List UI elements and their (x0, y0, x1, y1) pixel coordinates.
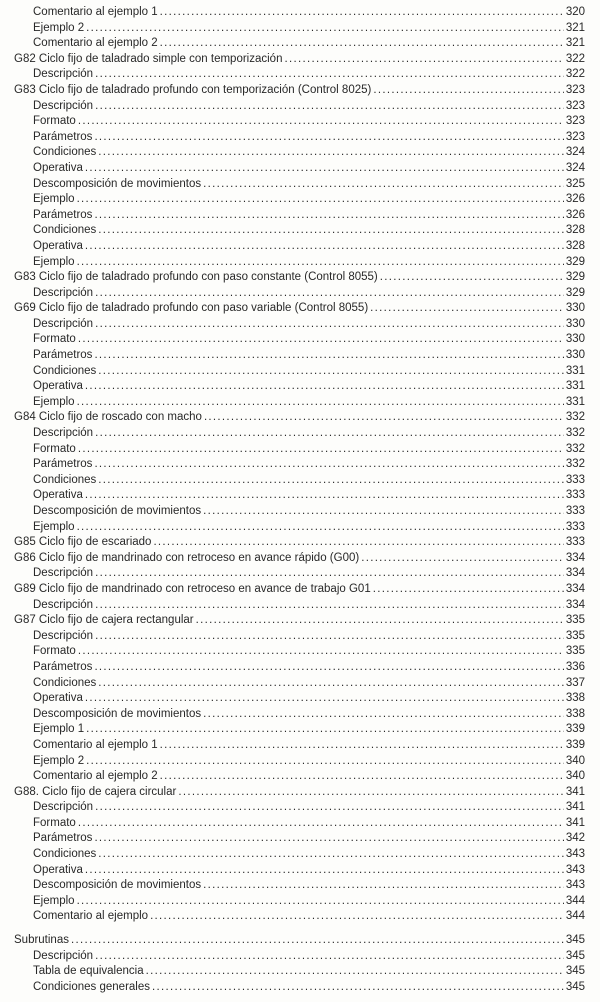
toc-entry[interactable] (14, 348, 585, 364)
dot-leader (98, 473, 564, 489)
toc-entry-page: 326 (565, 193, 585, 206)
toc-entry-label: Ejemplo (33, 894, 75, 907)
toc-entry-label: Descripción (33, 801, 94, 814)
dot-leader (98, 145, 564, 161)
toc-entry-page: 323 (565, 130, 585, 143)
dot-leader (160, 36, 564, 52)
toc-entry[interactable] (14, 691, 585, 707)
dot-leader (361, 551, 564, 567)
toc-entry-label: G84 Ciclo fijo de roscado con macho (14, 411, 202, 424)
dot-leader (95, 426, 564, 442)
dot-leader (94, 457, 564, 473)
dot-leader (203, 504, 564, 520)
toc-entry-label: Descripción (33, 598, 94, 611)
toc-entry-label: Descomposición de movimientos (33, 505, 202, 517)
toc-entry-label: Ejemplo 2 (33, 754, 85, 767)
dot-leader (203, 177, 564, 193)
toc-entry-page: 333 (565, 505, 585, 517)
toc-entry-page: 322 (565, 52, 585, 65)
dot-leader (152, 980, 564, 996)
toc-entry-page: 334 (565, 567, 585, 580)
toc-entry-page: 324 (565, 146, 585, 159)
toc-entry-page: 341 (565, 785, 585, 798)
toc-entry-label: G86 Ciclo fijo de mandrinado con retroceso en avance rápido (G00) (14, 551, 360, 564)
toc-entry-label: Condiciones (33, 146, 97, 159)
toc-entry-page: 325 (565, 177, 585, 190)
toc-entry[interactable] (14, 785, 585, 801)
dot-leader (78, 816, 564, 832)
dot-leader (94, 208, 564, 224)
dot-leader (284, 52, 564, 68)
toc-entry[interactable] (14, 161, 585, 177)
toc-entry-page: 335 (565, 629, 585, 642)
toc-entry-label: G83 Ciclo fijo de taladrado profundo con paso constante (Control 8055) (14, 271, 378, 284)
dot-leader (95, 286, 564, 302)
toc-entry-label: Descripción (33, 99, 94, 112)
toc-entry-page: 329 (565, 255, 585, 268)
toc-entry-label: Descomposición de movimientos (33, 177, 202, 190)
toc-entry-page: 333 (565, 536, 585, 549)
toc-entry-label: G89 Ciclo fijo de mandrinado con retroceso en avance de trabajo G01 (14, 582, 371, 595)
toc-entry[interactable] (14, 738, 585, 754)
toc-entry[interactable] (14, 894, 585, 910)
toc-entry-label: Descripción (33, 949, 94, 962)
toc-entry-label: Ejemplo (33, 255, 75, 268)
dot-leader (85, 379, 564, 395)
toc-entry-label: Condiciones generales (33, 980, 150, 993)
dot-leader (86, 754, 564, 770)
toc-entry[interactable] (14, 114, 585, 130)
dot-leader (196, 613, 564, 629)
dot-leader (94, 660, 564, 676)
toc-entry-label: Comentario al ejemplo 2 (33, 770, 158, 783)
toc-entry[interactable] (14, 130, 585, 146)
toc-entry-label: G88. Ciclo fijo de cajera circular (14, 785, 177, 798)
toc-entry-label: Ejemplo 2 (33, 21, 85, 34)
toc-entry-page: 321 (565, 21, 585, 34)
dot-leader (95, 598, 564, 614)
toc-entry[interactable] (14, 457, 585, 473)
toc-entry[interactable] (14, 442, 585, 458)
toc-entry-label: Operativa (33, 161, 83, 174)
dot-leader (94, 831, 564, 847)
toc-entry[interactable] (14, 582, 585, 598)
toc-entry-page: 341 (565, 801, 585, 814)
toc-entry[interactable] (14, 36, 585, 52)
dot-leader (160, 738, 564, 754)
dot-leader (94, 130, 564, 146)
toc-entry[interactable] (14, 286, 585, 302)
dot-leader (373, 582, 564, 598)
toc-entry-page: 323 (565, 83, 585, 96)
toc-entry[interactable] (14, 488, 585, 504)
dot-leader (86, 722, 564, 738)
dot-leader (77, 395, 564, 411)
toc-entry[interactable] (14, 707, 585, 723)
toc-entry-page: 340 (565, 770, 585, 783)
toc-entry[interactable] (14, 67, 585, 83)
toc-entry-label: Descripción (33, 567, 94, 580)
toc-entry-page: 331 (565, 364, 585, 377)
toc-entry-page: 344 (565, 910, 585, 923)
toc-entry-page: 343 (565, 848, 585, 861)
toc-entry-label: G69 Ciclo fijo de taladrado profundo con paso variable (Control 8055) (14, 302, 369, 315)
dot-leader (98, 364, 564, 380)
toc-entry[interactable] (14, 980, 585, 996)
toc-entry-label: G87 Ciclo fijo de cajera rectangular (14, 614, 194, 627)
toc-entry-page: 323 (565, 115, 585, 128)
toc-entry-page: 323 (565, 99, 585, 112)
toc-entry-page: 345 (565, 980, 585, 993)
toc-entry[interactable] (14, 379, 585, 395)
dot-leader (178, 785, 564, 801)
toc-entry-label: Operativa (33, 489, 83, 502)
toc-entry[interactable] (14, 535, 585, 551)
toc-entry-label: Descomposición de movimientos (33, 879, 202, 892)
toc-entry-page: 328 (565, 224, 585, 237)
toc-entry-page: 340 (565, 754, 585, 767)
dot-leader (85, 863, 564, 879)
dot-leader (85, 161, 564, 177)
toc-entry[interactable] (14, 629, 585, 645)
dot-leader (95, 800, 564, 816)
toc-entry[interactable] (14, 660, 585, 676)
toc-entry[interactable] (14, 208, 585, 224)
toc-entry-page: 326 (565, 208, 585, 221)
toc-entry[interactable] (14, 332, 585, 348)
toc-entry[interactable] (14, 223, 585, 239)
dot-leader (373, 83, 564, 99)
toc-entry[interactable] (14, 5, 585, 21)
toc-entry-page: 331 (565, 395, 585, 408)
toc-entry[interactable] (14, 21, 585, 37)
toc-entry-page: 331 (565, 380, 585, 393)
toc-entry-page: 332 (565, 442, 585, 455)
toc-entry[interactable] (14, 239, 585, 255)
toc-entry-label: Ejemplo (33, 395, 75, 408)
toc-entry[interactable] (14, 847, 585, 863)
toc-entry-label: Comentario al ejemplo 1 (33, 738, 158, 751)
toc-entry-label: Parámetros (33, 208, 93, 221)
dot-leader (98, 223, 564, 239)
toc-entry[interactable] (14, 410, 585, 426)
toc-entry-label: G82 Ciclo fijo de taladrado simple con temporización (14, 52, 283, 65)
toc-entry-label: Formato (33, 816, 76, 829)
toc-entry-label: Ejemplo (33, 520, 75, 533)
toc-entry-page: 320 (565, 6, 585, 18)
toc-entry[interactable] (14, 551, 585, 567)
toc-entry[interactable] (14, 613, 585, 629)
dot-leader (370, 301, 564, 317)
toc-entry[interactable] (14, 426, 585, 442)
dot-leader (160, 5, 564, 21)
toc-entry[interactable] (14, 949, 585, 965)
toc-entry-label: Parámetros (33, 130, 93, 143)
toc-entry-label: Formato (33, 333, 76, 346)
toc-entry-label: Condiciones (33, 224, 97, 237)
dot-leader (95, 99, 564, 115)
dot-leader (203, 878, 564, 894)
toc-entry-label: Comentario al ejemplo 1 (33, 6, 158, 18)
dot-leader (95, 566, 564, 582)
toc-entry-page: 343 (565, 879, 585, 892)
dot-leader (153, 535, 564, 551)
toc-entry-label: Descomposición de movimientos (33, 707, 202, 720)
toc-entry-page: 337 (565, 676, 585, 689)
toc-entry-label: Ejemplo (33, 193, 75, 206)
dot-leader (77, 255, 564, 271)
dot-leader (78, 442, 564, 458)
toc-entry-page: 344 (565, 894, 585, 907)
toc-entry[interactable] (14, 933, 585, 949)
dot-leader (77, 520, 564, 536)
toc-entry-page: 341 (565, 816, 585, 829)
dot-leader (380, 270, 564, 286)
toc-entry[interactable] (14, 52, 585, 68)
toc-entry-label: Operativa (33, 239, 83, 252)
toc-entry-label: Parámetros (33, 458, 93, 471)
toc-entry-page: 339 (565, 723, 585, 736)
toc-entry-label: Operativa (33, 863, 83, 876)
toc-entry-page: 339 (565, 738, 585, 751)
toc-entry-page: 330 (565, 333, 585, 346)
dot-leader (150, 909, 564, 925)
toc-entry-label: Operativa (33, 380, 83, 393)
toc-entry-page: 322 (565, 68, 585, 81)
toc-section-gap (14, 925, 585, 933)
toc-entry[interactable] (14, 255, 585, 271)
toc-entry-label: G83 Ciclo fijo de taladrado profundo con temporización (Control 8025) (14, 83, 372, 96)
toc-entry-page: 334 (565, 551, 585, 564)
toc-entry-label: Parámetros (33, 832, 93, 845)
dot-leader (94, 348, 564, 364)
toc-entry-label: Subrutinas (14, 934, 69, 947)
toc-entry-page: 335 (565, 645, 585, 658)
dot-leader (85, 488, 564, 504)
toc-entry[interactable] (14, 364, 585, 380)
toc-entry-label: Formato (33, 442, 76, 455)
toc-entry-page: 329 (565, 271, 585, 284)
toc-entry-label: Descripción (33, 317, 94, 330)
dot-leader (78, 644, 564, 660)
toc-entry[interactable] (14, 473, 585, 489)
toc-entry[interactable] (14, 676, 585, 692)
toc-entry[interactable] (14, 566, 585, 582)
toc-entry-label: Condiciones (33, 848, 97, 861)
dot-leader (85, 691, 564, 707)
toc-entry-label: Condiciones (33, 364, 97, 377)
toc-entry[interactable] (14, 192, 585, 208)
toc-entry[interactable] (14, 395, 585, 411)
toc-entry[interactable] (14, 317, 585, 333)
dot-leader (95, 317, 564, 333)
toc-entry-page: 332 (565, 427, 585, 440)
toc-entry-label: Comentario al ejemplo 2 (33, 37, 158, 50)
toc-entry[interactable] (14, 504, 585, 520)
dot-leader (78, 114, 564, 130)
toc-entry[interactable] (14, 301, 585, 317)
toc-entry-label: Operativa (33, 692, 83, 705)
toc-entry-page: 332 (565, 458, 585, 471)
toc-entry-page: 330 (565, 302, 585, 315)
toc-entry-label: Condiciones (33, 676, 97, 689)
dot-leader (98, 847, 564, 863)
toc-entry-page: 329 (565, 286, 585, 299)
dot-leader (98, 676, 564, 692)
toc-entry-label: G85 Ciclo fijo de escariado (14, 536, 152, 549)
toc-entry[interactable] (14, 270, 585, 286)
toc-entry-label: Ejemplo 1 (33, 723, 85, 736)
toc-entry-page: 321 (565, 37, 585, 50)
toc-entry[interactable] (14, 520, 585, 536)
dot-leader (86, 21, 564, 37)
toc-entry-page: 333 (565, 473, 585, 486)
dot-leader (71, 933, 564, 949)
toc-entry-page: 330 (565, 317, 585, 330)
toc-entry[interactable] (14, 769, 585, 785)
toc-entry-page: 342 (565, 832, 585, 845)
toc-entry-page: 338 (565, 707, 585, 720)
toc-entry-label: Comentario al ejemplo (33, 910, 149, 923)
toc-entry[interactable] (14, 598, 585, 614)
dot-leader (160, 769, 564, 785)
toc-entry[interactable] (14, 831, 585, 847)
dot-leader (95, 949, 564, 965)
toc-entry[interactable] (14, 816, 585, 832)
dot-leader (78, 332, 564, 348)
dot-leader (77, 192, 564, 208)
toc-entry-page: 345 (565, 949, 585, 962)
dot-leader (146, 964, 564, 980)
toc-entry-label: Parámetros (33, 660, 93, 673)
toc-entry-page: 345 (565, 965, 585, 978)
toc-entry[interactable] (14, 99, 585, 115)
toc-entry-page: 334 (565, 582, 585, 595)
toc-entry-label: Condiciones (33, 473, 97, 486)
toc-entry[interactable] (14, 909, 585, 925)
toc-entry[interactable] (14, 722, 585, 738)
toc-entry[interactable] (14, 145, 585, 161)
toc-entry-page: 333 (565, 489, 585, 502)
toc-entry[interactable] (14, 800, 585, 816)
dot-leader (77, 894, 564, 910)
table-of-contents (14, 5, 585, 995)
toc-entry[interactable] (14, 863, 585, 879)
toc-entry-page: 334 (565, 598, 585, 611)
toc-entry-page: 335 (565, 614, 585, 627)
toc-entry-label: Formato (33, 645, 76, 658)
dot-leader (203, 707, 564, 723)
dot-leader (85, 239, 564, 255)
toc-entry-page: 336 (565, 660, 585, 673)
toc-entry-page: 324 (565, 161, 585, 174)
dot-leader (95, 629, 564, 645)
toc-entry-page: 345 (565, 934, 585, 947)
toc-entry-page: 338 (565, 692, 585, 705)
dot-leader (95, 67, 564, 83)
toc-entry[interactable] (14, 644, 585, 660)
toc-entry-label: Tabla de equivalencia (33, 965, 144, 978)
toc-entry-label: Descripción (33, 68, 94, 81)
toc-entry[interactable] (14, 83, 585, 99)
toc-entry-page: 333 (565, 520, 585, 533)
toc-entry-page: 343 (565, 863, 585, 876)
toc-entry-label: Formato (33, 115, 76, 128)
toc-entry[interactable] (14, 964, 585, 980)
toc-entry-label: Descripción (33, 286, 94, 299)
toc-entry-page: 328 (565, 239, 585, 252)
toc-entry-label: Parámetros (33, 349, 93, 362)
toc-entry-label: Descripción (33, 629, 94, 642)
toc-entry-page: 330 (565, 349, 585, 362)
toc-entry[interactable] (14, 177, 585, 193)
dot-leader (204, 410, 564, 426)
toc-entry-label: Descripción (33, 427, 94, 440)
toc-entry-page: 332 (565, 411, 585, 424)
toc-entry[interactable] (14, 754, 585, 770)
toc-entry[interactable] (14, 878, 585, 894)
